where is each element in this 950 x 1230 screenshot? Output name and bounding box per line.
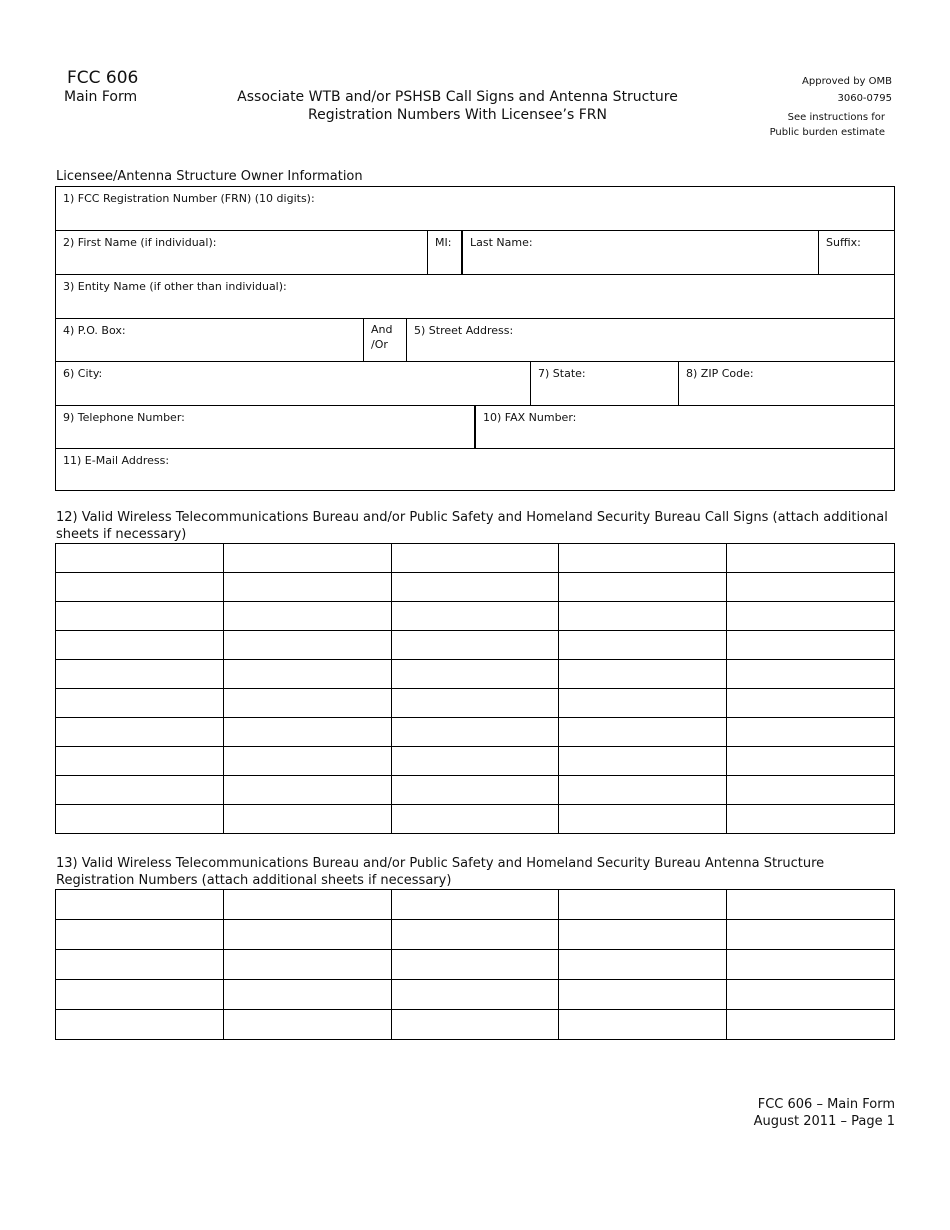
telephone-label: 9) Telephone Number: xyxy=(63,411,185,424)
call-sign-input[interactable] xyxy=(224,573,391,601)
call-sign-cell xyxy=(56,602,224,631)
mi-label: MI: xyxy=(435,236,452,249)
call-sign-cell xyxy=(559,602,727,631)
state-field[interactable] xyxy=(530,362,678,405)
antenna-number-input[interactable] xyxy=(727,920,894,949)
mi-field[interactable] xyxy=(427,231,461,274)
antenna-number-input[interactable] xyxy=(392,1010,559,1039)
call-sign-input[interactable] xyxy=(56,718,223,746)
antenna-number-input[interactable] xyxy=(56,980,223,1009)
fax-field[interactable] xyxy=(474,406,894,448)
antenna-number-cell xyxy=(559,980,727,1010)
antenna-number-cell xyxy=(559,1010,727,1040)
call-sign-cell xyxy=(391,776,559,805)
antenna-number-input[interactable] xyxy=(56,1010,223,1039)
frn-field[interactable] xyxy=(56,187,894,230)
entity-name-field[interactable] xyxy=(56,275,894,318)
call-sign-row xyxy=(56,776,895,805)
and-or-line-1: And xyxy=(371,323,393,336)
call-sign-input[interactable] xyxy=(224,747,391,775)
call-sign-input[interactable] xyxy=(727,718,894,746)
call-sign-input[interactable] xyxy=(56,631,223,659)
street-address-label: 5) Street Address: xyxy=(414,324,514,337)
antenna-number-cell xyxy=(56,1010,224,1040)
call-sign-cell xyxy=(559,660,727,689)
call-signs-label: 12) Valid Wireless Telecommunications Bureau and/or Public Safety and Homeland Security Bureau Call Signs (attach additional sheets if necessary) xyxy=(56,510,888,542)
call-sign-cell xyxy=(727,747,895,776)
call-sign-cell xyxy=(56,573,224,602)
call-sign-cell xyxy=(391,573,559,602)
burden-note-line-1: See instructions for xyxy=(787,112,885,123)
antenna-number-input[interactable] xyxy=(392,950,559,979)
antenna-number-cell xyxy=(56,980,224,1010)
call-sign-cell xyxy=(56,747,224,776)
antenna-number-input[interactable] xyxy=(559,950,726,979)
email-row xyxy=(56,449,894,492)
call-sign-input[interactable] xyxy=(56,776,223,804)
zip-code-label: 8) ZIP Code: xyxy=(686,367,754,380)
call-sign-cell xyxy=(391,747,559,776)
antenna-number-cell xyxy=(391,1010,559,1040)
call-sign-input[interactable] xyxy=(727,544,894,572)
call-sign-input[interactable] xyxy=(224,718,391,746)
antenna-number-input[interactable] xyxy=(727,890,894,919)
frn-label: 1) FCC Registration Number (FRN) (10 digits): xyxy=(63,192,315,205)
antenna-number-input[interactable] xyxy=(559,920,726,949)
call-sign-input[interactable] xyxy=(224,776,391,804)
call-sign-input[interactable] xyxy=(56,805,223,833)
antenna-number-input[interactable] xyxy=(224,980,391,1009)
state-label: 7) State: xyxy=(538,367,586,380)
email-field[interactable] xyxy=(56,449,894,492)
call-sign-row xyxy=(56,631,895,660)
call-sign-input[interactable] xyxy=(56,544,223,572)
call-sign-cell xyxy=(391,660,559,689)
antenna-number-input[interactable] xyxy=(392,980,559,1009)
call-sign-input[interactable] xyxy=(727,689,894,717)
antenna-number-input[interactable] xyxy=(392,920,559,949)
call-sign-input[interactable] xyxy=(392,747,559,775)
omb-number: 3060-0795 xyxy=(837,93,892,104)
call-sign-cell xyxy=(56,689,224,718)
call-sign-input[interactable] xyxy=(559,660,726,688)
form-subtitle: Main Form xyxy=(64,89,138,105)
call-sign-cell xyxy=(727,660,895,689)
call-sign-cell xyxy=(56,805,224,834)
call-sign-input[interactable] xyxy=(56,573,223,601)
antenna-number-input[interactable] xyxy=(392,890,559,919)
antenna-number-input[interactable] xyxy=(727,950,894,979)
name-row xyxy=(56,231,894,275)
antenna-number-cell xyxy=(391,920,559,950)
call-sign-input[interactable] xyxy=(56,689,223,717)
call-sign-input[interactable] xyxy=(727,776,894,804)
call-sign-input[interactable] xyxy=(392,602,559,630)
antenna-number-cell xyxy=(56,890,224,920)
call-sign-input[interactable] xyxy=(392,689,559,717)
antenna-numbers-table xyxy=(55,889,895,1040)
antenna-number-cell xyxy=(559,890,727,920)
call-sign-input[interactable] xyxy=(224,631,391,659)
city-field[interactable] xyxy=(56,362,530,405)
antenna-number-input[interactable] xyxy=(56,890,223,919)
po-box-label: 4) P.O. Box: xyxy=(63,324,126,337)
call-sign-input[interactable] xyxy=(392,805,559,833)
antenna-number-cell xyxy=(223,950,391,980)
address-row xyxy=(56,319,894,362)
antenna-number-cell xyxy=(727,950,895,980)
call-sign-row xyxy=(56,573,895,602)
call-sign-cell xyxy=(391,718,559,747)
antenna-number-cell xyxy=(559,920,727,950)
antenna-number-cell xyxy=(223,920,391,950)
antenna-number-cell xyxy=(391,950,559,980)
call-sign-row xyxy=(56,689,895,718)
po-box-field[interactable] xyxy=(56,319,363,361)
call-sign-cell xyxy=(559,776,727,805)
call-sign-row xyxy=(56,747,895,776)
antenna-number-input[interactable] xyxy=(56,950,223,979)
call-sign-input[interactable] xyxy=(559,544,726,572)
fax-label: 10) FAX Number: xyxy=(483,411,577,424)
form-number: FCC 606 xyxy=(67,68,139,88)
suffix-field[interactable] xyxy=(818,231,894,274)
call-sign-cell xyxy=(223,573,391,602)
call-sign-input[interactable] xyxy=(559,573,726,601)
call-sign-row xyxy=(56,660,895,689)
city-row xyxy=(56,362,894,406)
call-sign-input[interactable] xyxy=(559,689,726,717)
call-sign-input[interactable] xyxy=(392,776,559,804)
call-sign-cell xyxy=(56,631,224,660)
title-line-1: Associate WTB and/or PSHSB Call Signs and Antenna Structure xyxy=(237,89,678,105)
call-sign-cell xyxy=(391,805,559,834)
call-sign-input[interactable] xyxy=(727,602,894,630)
city-label: 6) City: xyxy=(63,367,103,380)
call-sign-input[interactable] xyxy=(392,544,559,572)
call-sign-cell xyxy=(559,631,727,660)
call-signs-table xyxy=(55,543,895,834)
antenna-number-input[interactable] xyxy=(727,1010,894,1039)
call-sign-cell xyxy=(223,747,391,776)
omb-approval xyxy=(760,73,892,107)
call-sign-cell xyxy=(727,718,895,747)
call-sign-input[interactable] xyxy=(727,747,894,775)
antenna-number-cell xyxy=(727,980,895,1010)
call-sign-cell xyxy=(559,573,727,602)
antenna-number-cell xyxy=(223,1010,391,1040)
frn-row xyxy=(56,187,894,231)
call-sign-row xyxy=(56,544,895,573)
call-sign-cell xyxy=(727,689,895,718)
antenna-number-input[interactable] xyxy=(559,980,726,1009)
call-sign-cell xyxy=(56,544,224,573)
call-sign-input[interactable] xyxy=(392,573,559,601)
call-sign-cell xyxy=(559,689,727,718)
call-sign-input[interactable] xyxy=(727,631,894,659)
street-address-field[interactable] xyxy=(406,319,894,361)
owner-section-title: Licensee/Antenna Structure Owner Information xyxy=(56,169,363,184)
call-sign-cell xyxy=(559,544,727,573)
call-sign-cell xyxy=(727,602,895,631)
antenna-number-input[interactable] xyxy=(559,890,726,919)
call-sign-cell xyxy=(223,689,391,718)
footer-date-page: August 2011 – Page 1 xyxy=(753,1114,895,1129)
entity-row xyxy=(56,275,894,319)
antenna-number-input[interactable] xyxy=(56,920,223,949)
call-sign-cell xyxy=(223,631,391,660)
call-sign-input[interactable] xyxy=(56,747,223,775)
antenna-number-cell xyxy=(391,980,559,1010)
call-sign-cell xyxy=(727,776,895,805)
call-sign-row xyxy=(56,602,895,631)
antenna-number-row xyxy=(56,890,895,920)
call-sign-cell xyxy=(727,573,895,602)
and-or-line-2: /Or xyxy=(371,338,388,351)
antenna-number-cell xyxy=(56,950,224,980)
phone-row xyxy=(56,406,894,449)
call-sign-cell xyxy=(559,747,727,776)
title-line-2: Registration Numbers With Licensee’s FRN xyxy=(308,107,607,123)
call-sign-cell xyxy=(727,544,895,573)
call-sign-cell xyxy=(56,776,224,805)
antenna-numbers-label: 13) Valid Wireless Telecommunications Bureau and/or Public Safety and Homeland Security Bureau Antenna Structure Registration Numbers (attach additional sheets if necessary) xyxy=(56,856,825,888)
last-name-label: Last Name: xyxy=(470,236,533,249)
zip-code-field[interactable] xyxy=(678,362,894,405)
page-title xyxy=(205,88,710,124)
call-sign-input[interactable] xyxy=(559,747,726,775)
antenna-number-input[interactable] xyxy=(224,920,391,949)
call-sign-cell xyxy=(559,718,727,747)
call-sign-input[interactable] xyxy=(224,805,391,833)
antenna-number-input[interactable] xyxy=(224,950,391,979)
call-sign-input[interactable] xyxy=(224,689,391,717)
first-name-field[interactable] xyxy=(56,231,427,274)
antenna-number-cell xyxy=(56,920,224,950)
first-name-label: 2) First Name (if individual): xyxy=(63,236,217,249)
call-sign-row xyxy=(56,718,895,747)
footer-form-label: FCC 606 – Main Form xyxy=(757,1097,895,1112)
antenna-number-input[interactable] xyxy=(727,980,894,1009)
omb-approved-text: Approved by OMB xyxy=(802,76,892,87)
burden-note xyxy=(740,110,885,140)
antenna-number-cell xyxy=(727,890,895,920)
and-or-label xyxy=(363,319,406,361)
call-sign-input[interactable] xyxy=(224,544,391,572)
email-label: 11) E-Mail Address: xyxy=(63,454,170,467)
antenna-number-input[interactable] xyxy=(224,1010,391,1039)
call-sign-input[interactable] xyxy=(392,660,559,688)
call-sign-input[interactable] xyxy=(56,660,223,688)
call-sign-input[interactable] xyxy=(727,805,894,833)
call-sign-cell xyxy=(223,602,391,631)
call-sign-row xyxy=(56,805,895,834)
call-sign-input[interactable] xyxy=(727,573,894,601)
call-sign-cell xyxy=(391,631,559,660)
call-sign-cell xyxy=(223,805,391,834)
antenna-number-cell xyxy=(727,1010,895,1040)
antenna-number-row xyxy=(56,1010,895,1040)
burden-note-line-2: Public burden estimate xyxy=(769,127,885,138)
call-sign-input[interactable] xyxy=(559,718,726,746)
call-sign-input[interactable] xyxy=(224,660,391,688)
antenna-number-input[interactable] xyxy=(224,890,391,919)
call-sign-input[interactable] xyxy=(392,718,559,746)
call-sign-cell xyxy=(391,689,559,718)
call-sign-cell xyxy=(56,660,224,689)
call-sign-input[interactable] xyxy=(559,805,726,833)
antenna-number-cell xyxy=(223,980,391,1010)
call-sign-input[interactable] xyxy=(559,631,726,659)
call-sign-input[interactable] xyxy=(559,602,726,630)
call-sign-input[interactable] xyxy=(559,776,726,804)
owner-info-box xyxy=(55,186,895,491)
call-sign-cell xyxy=(223,660,391,689)
antenna-number-cell xyxy=(559,950,727,980)
call-sign-cell xyxy=(727,631,895,660)
antenna-number-row xyxy=(56,950,895,980)
call-sign-cell xyxy=(391,602,559,631)
call-sign-input[interactable] xyxy=(56,602,223,630)
call-sign-cell xyxy=(727,805,895,834)
antenna-number-input[interactable] xyxy=(559,1010,726,1039)
call-sign-input[interactable] xyxy=(727,660,894,688)
call-sign-cell xyxy=(391,544,559,573)
telephone-field[interactable] xyxy=(56,406,474,448)
antenna-number-row xyxy=(56,980,895,1010)
antenna-number-cell xyxy=(727,920,895,950)
call-sign-input[interactable] xyxy=(224,602,391,630)
antenna-number-cell xyxy=(223,890,391,920)
call-sign-cell xyxy=(56,718,224,747)
call-sign-cell xyxy=(559,805,727,834)
call-sign-cell xyxy=(223,718,391,747)
antenna-number-row xyxy=(56,920,895,950)
antenna-number-cell xyxy=(391,890,559,920)
last-name-field[interactable] xyxy=(461,231,818,274)
call-sign-cell xyxy=(223,544,391,573)
suffix-label: Suffix: xyxy=(826,236,861,249)
call-sign-input[interactable] xyxy=(392,631,559,659)
entity-name-label: 3) Entity Name (if other than individual): xyxy=(63,280,287,293)
call-sign-cell xyxy=(223,776,391,805)
